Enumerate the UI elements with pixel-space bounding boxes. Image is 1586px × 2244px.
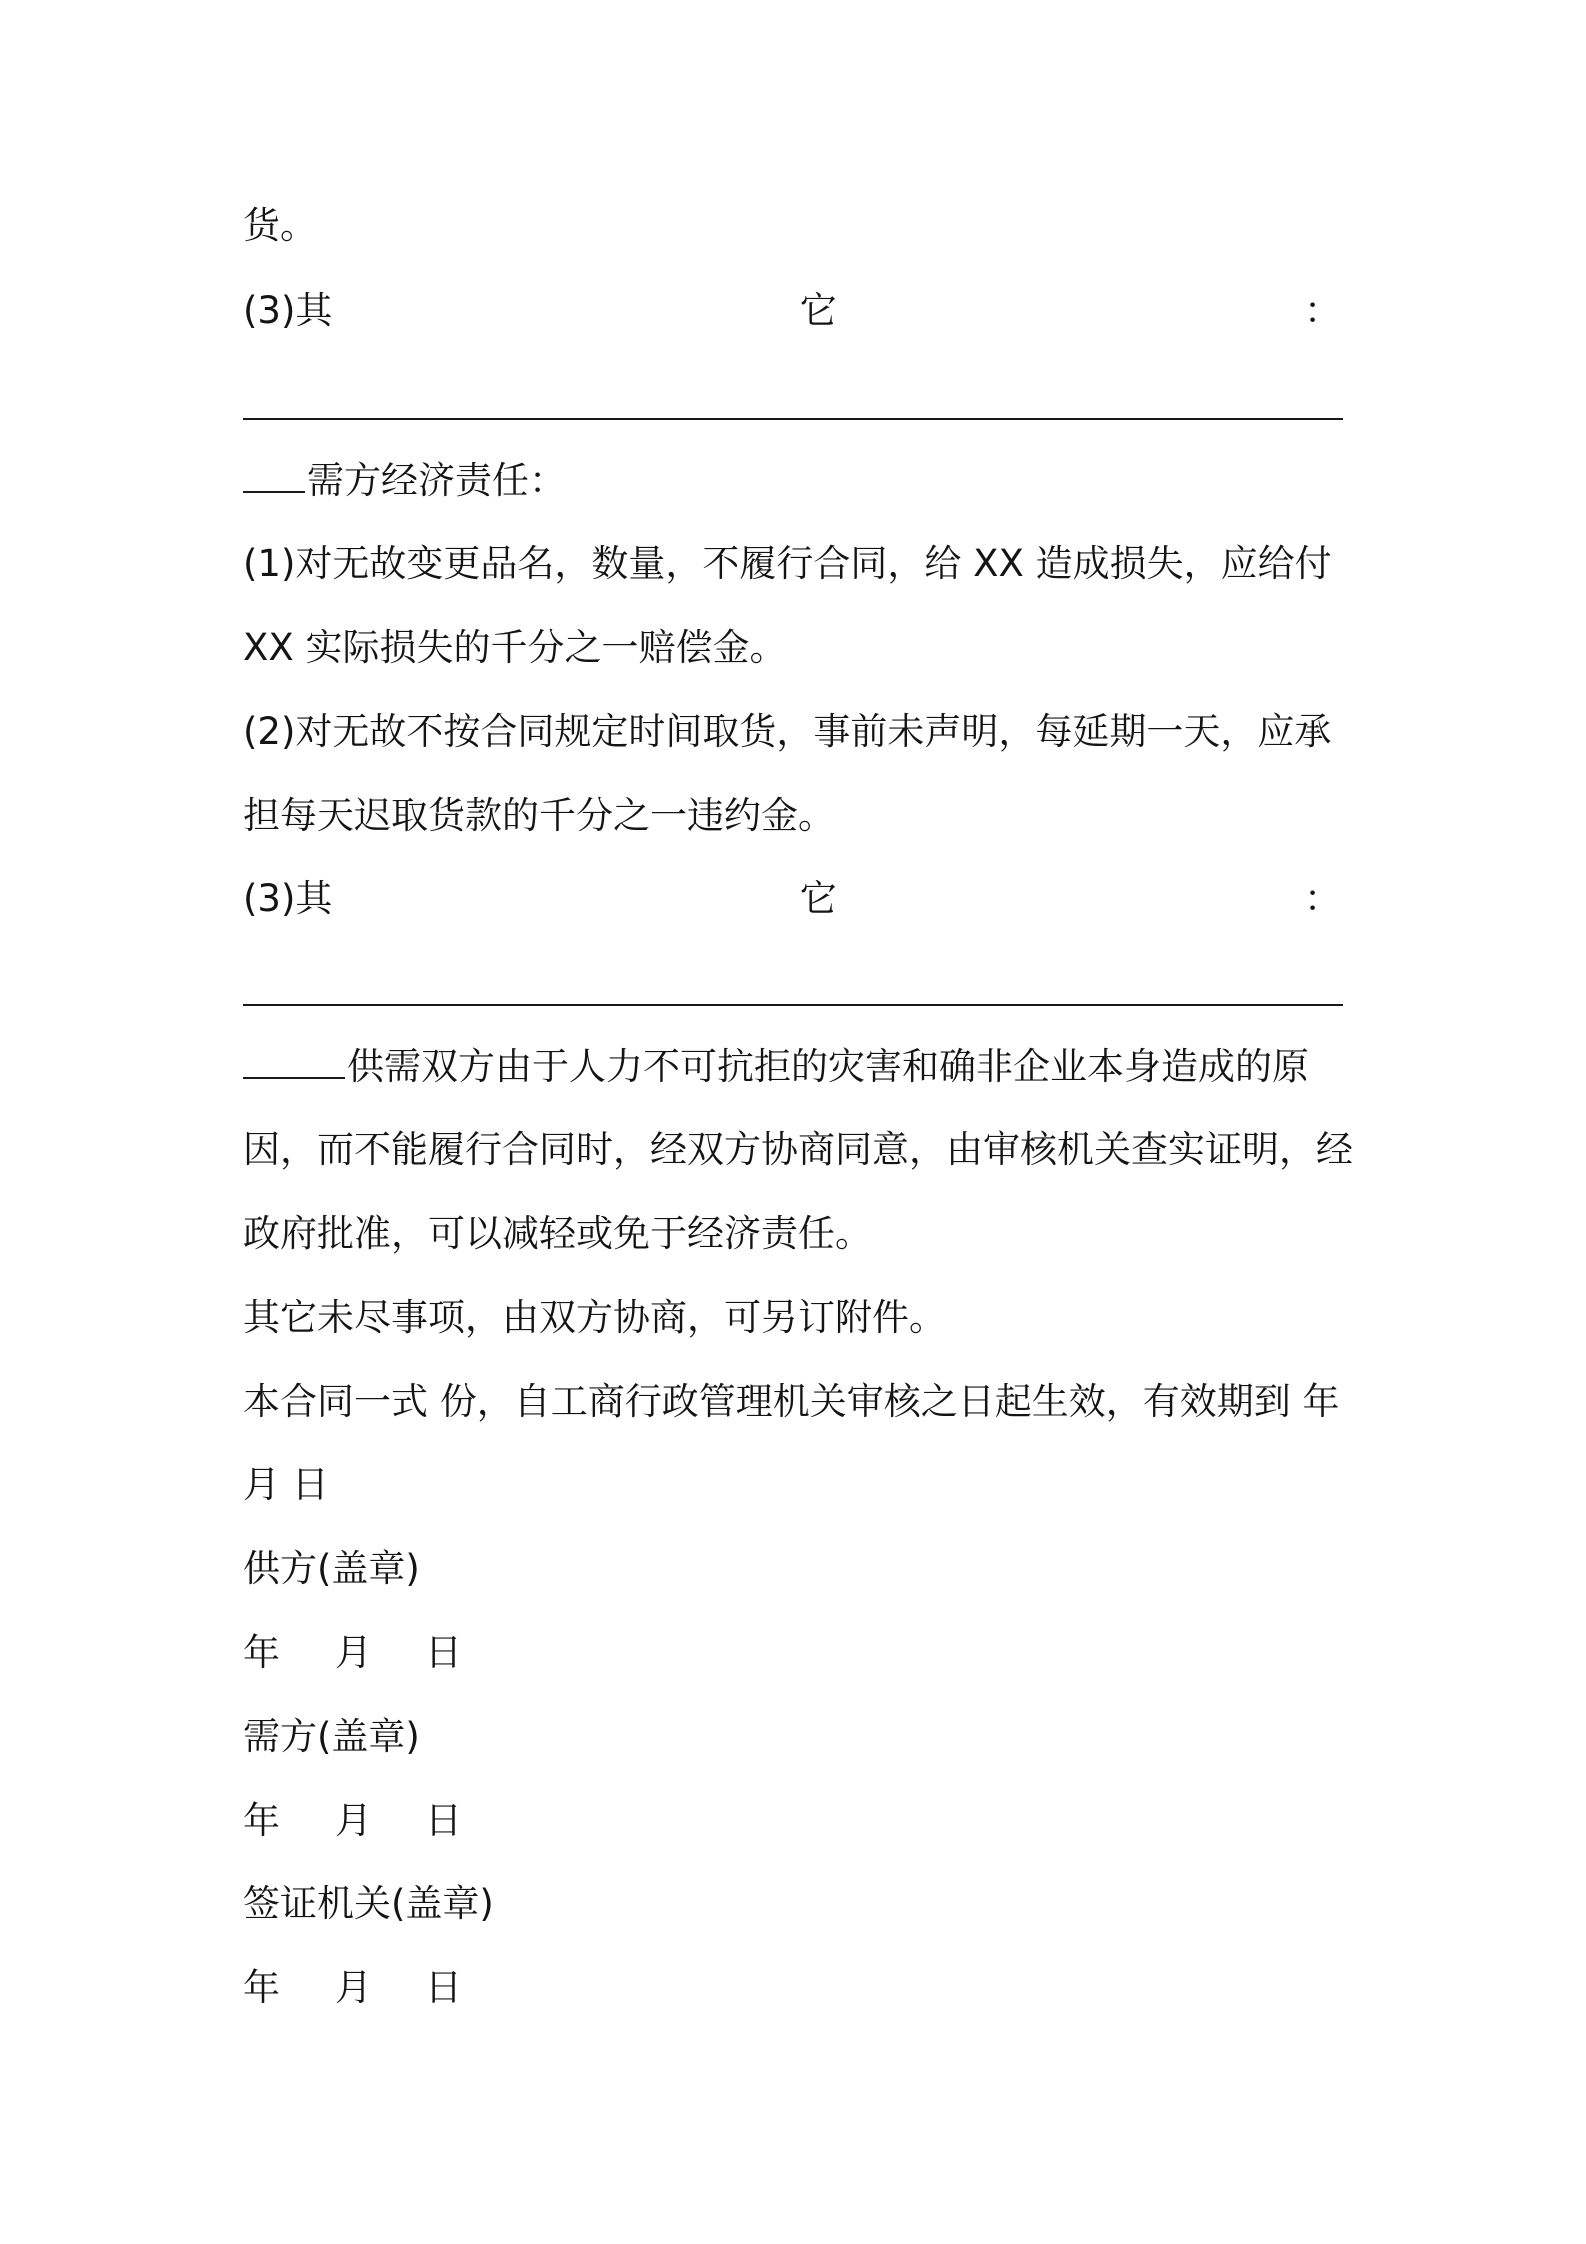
supplier-date-row	[243, 1627, 1355, 1679]
fill-in-rule-2	[243, 1004, 1343, 1006]
misc-clause: 其它未尽事项，由双方协商，可另订附件。	[243, 1296, 946, 1339]
buyer-heading-text: 需方经济责任：	[307, 459, 566, 502]
buyer-item-1-line-1: (1)对无故变更品名，数量，不履行合同，给 XX 造成损失，应给付	[243, 542, 1332, 585]
date-year: 年	[243, 1631, 280, 1674]
buyer-item-2-line-2: 担每天迟取货款的千分之一违约金。	[243, 794, 835, 837]
buyer-item-2-line-1: (2)对无故不按合同规定时间取货，事前未声明，每延期一天，应承	[243, 710, 1332, 753]
buyer-date-row	[243, 1795, 1355, 1847]
force-majeure-line-2: 因，而不能履行合同时，经双方协商同意，由审核机关查实证明，经	[243, 1128, 1353, 1171]
date-month: 月	[335, 1799, 372, 1842]
copies-clause-line-1: 本合同一式 份，自工商行政管理机关审核之日起生效，有效期到 年	[243, 1380, 1340, 1423]
text-line-goods: 货。	[243, 204, 317, 247]
date-day: 日	[425, 1966, 462, 2009]
date-month: 月	[335, 1966, 372, 2009]
other-clause-2-left: (3)其	[243, 877, 333, 920]
supplier-seal-label: 供方(盖章)	[243, 1547, 420, 1590]
other-clause-1-mid: 它	[799, 289, 837, 332]
other-clause-2-colon: ：	[1303, 877, 1341, 920]
authority-seal-label: 签证机关(盖章)	[243, 1882, 494, 1925]
other-clause-2-mid: 它	[799, 877, 837, 920]
date-year: 年	[243, 1799, 280, 1842]
authority-date-row	[243, 1962, 1355, 2014]
other-clause-1-colon: ：	[1303, 289, 1341, 332]
other-clause-1	[243, 285, 1355, 337]
force-majeure-text-1: 供需双方由于人力不可抗拒的灾害和确非企业本身造成的原	[347, 1045, 1309, 1088]
buyer-seal-label: 需方(盖章)	[243, 1715, 420, 1758]
force-majeure-line-3: 政府批准，可以减轻或免于经济责任。	[243, 1212, 872, 1255]
other-clause-1-left: (3)其	[243, 289, 333, 332]
fill-in-rule-1	[243, 418, 1343, 420]
buyer-heading	[243, 455, 1355, 507]
fill-in-blank	[243, 461, 305, 493]
force-majeure-line-1	[243, 1041, 1355, 1093]
fill-in-blank	[243, 1047, 345, 1079]
date-month: 月	[335, 1631, 372, 1674]
other-clause-2	[243, 873, 1355, 925]
date-year: 年	[243, 1966, 280, 2009]
copies-clause-line-2: 月 日	[243, 1463, 329, 1506]
date-day: 日	[425, 1799, 462, 1842]
date-day: 日	[425, 1631, 462, 1674]
buyer-item-1-line-2: XX 实际损失的千分之一赔偿金。	[243, 626, 787, 669]
